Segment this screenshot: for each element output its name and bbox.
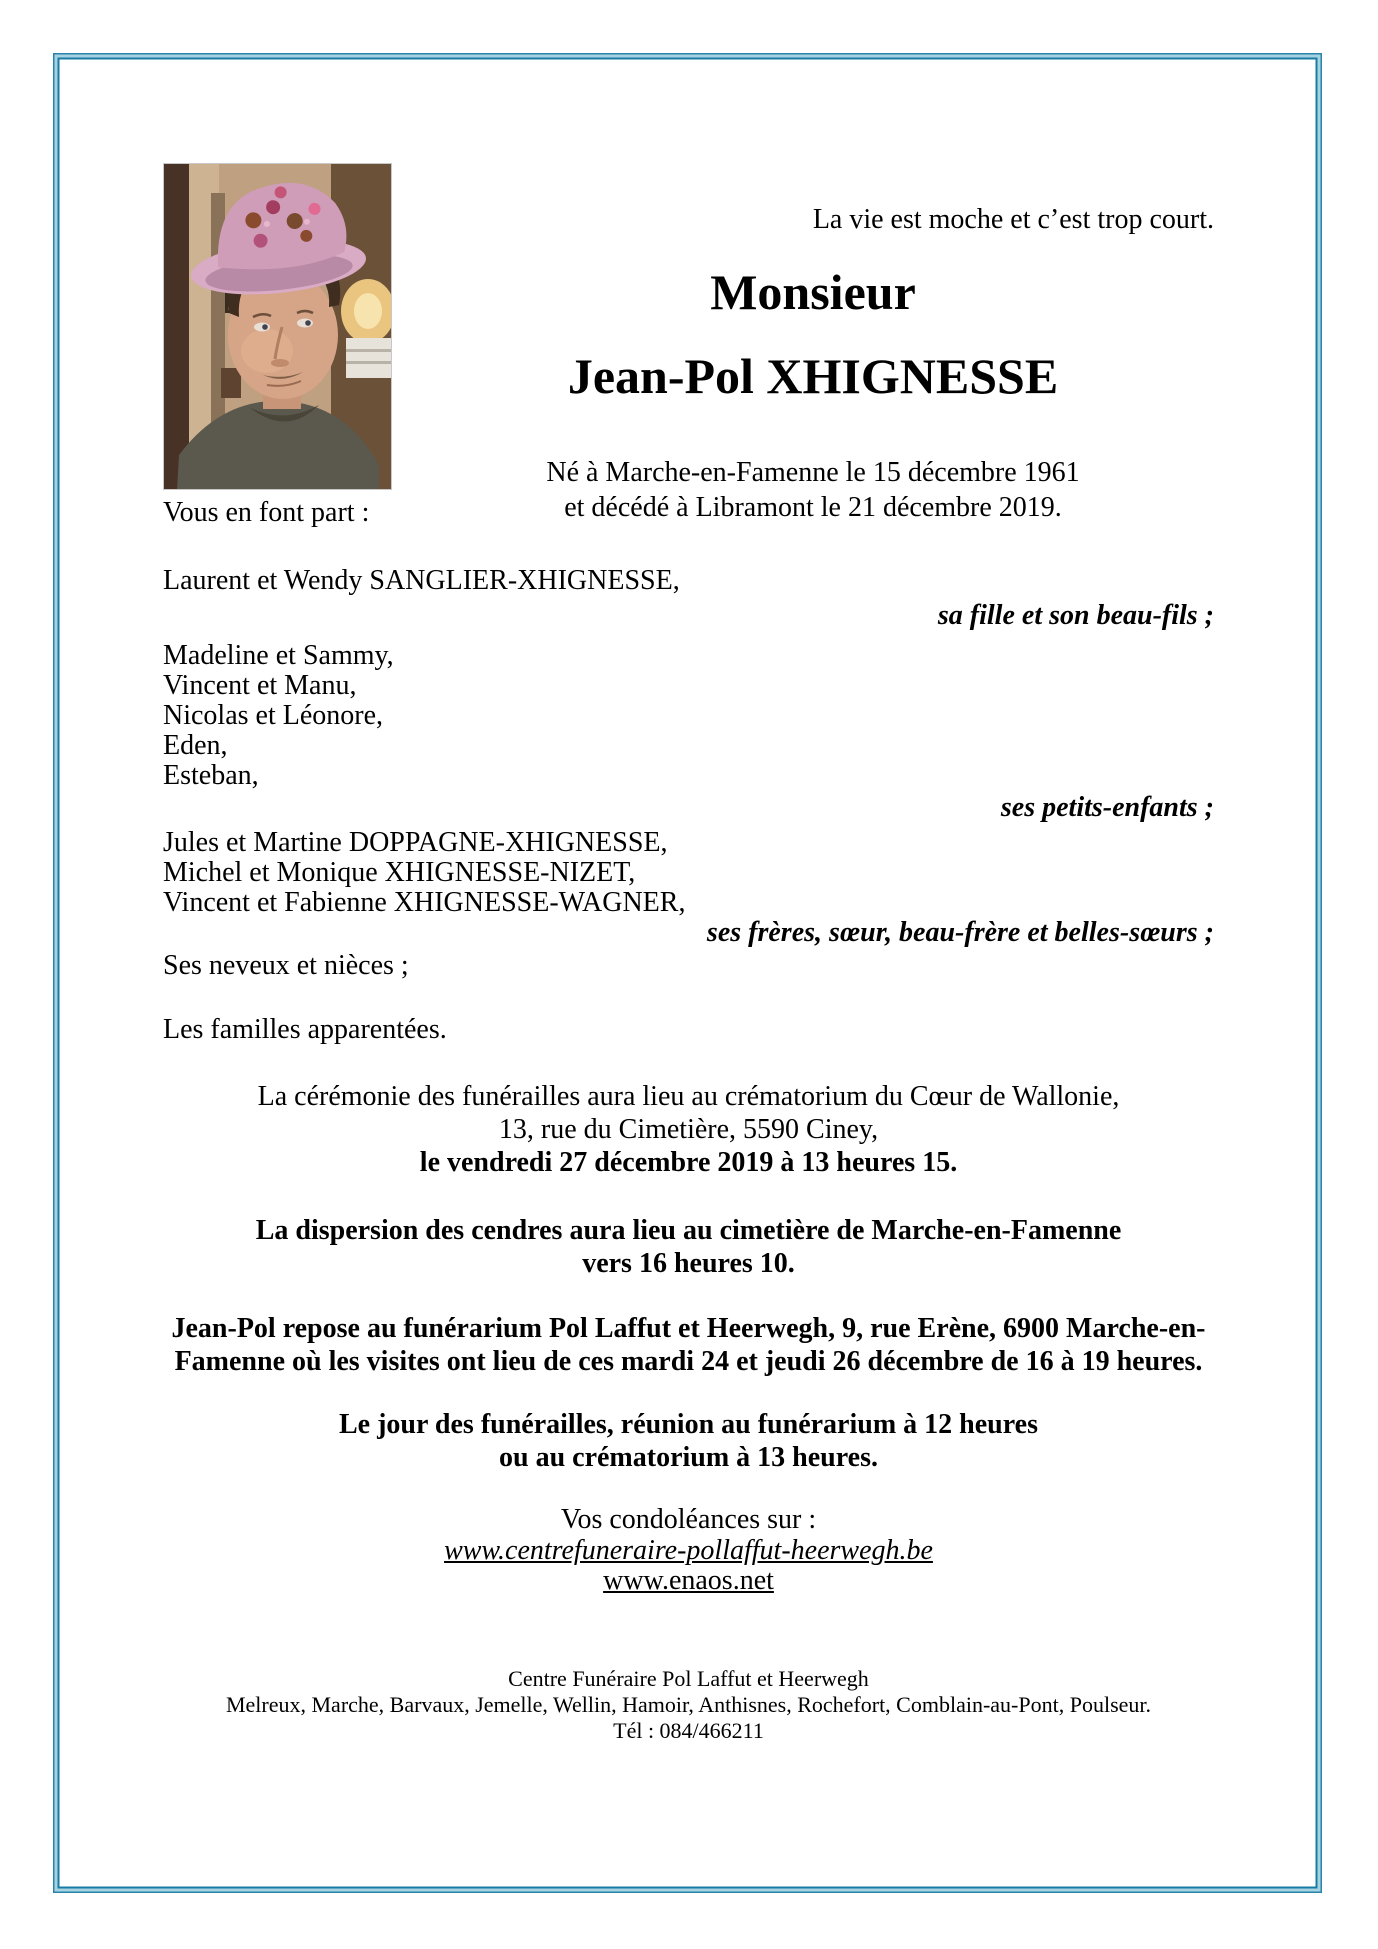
- epitaph-quote: La vie est moche et c’est trop court.: [812, 204, 1214, 235]
- portrait-photo: [163, 163, 392, 490]
- repose-line: Famenne où les visites ont lieu de ces mardi 24 et jeudi 26 décembre de 16 à 19 heures.: [174, 1346, 1203, 1377]
- family-line: Vincent et Manu,: [163, 670, 357, 701]
- repose-line: Jean-Pol repose au funérarium Pol Laffut et Heerwegh, 9, rue Erène, 6900 Marche-en-: [171, 1313, 1206, 1344]
- reunion-block: [163, 1408, 1214, 1474]
- family-line: Ses neveux et nièces ;: [163, 950, 409, 981]
- funeral-home-phone: Tél : 084/466211: [613, 1718, 764, 1743]
- family-line: Esteban,: [163, 760, 259, 791]
- funeral-home-footer: [163, 1666, 1214, 1744]
- reunion-line: Le jour des funérailles, réunion au funérarium à 12 heures: [339, 1409, 1038, 1440]
- ceremony-datetime: le vendredi 27 décembre 2019 à 13 heures 15.: [419, 1147, 958, 1178]
- ceremony-line: La cérémonie des funérailles aura lieu au crématorium du Cœur de Wallonie,: [257, 1081, 1120, 1112]
- funeral-home-name: Centre Funéraire Pol Laffut et Heerwegh: [508, 1666, 869, 1691]
- ceremony-line: 13, rue du Cimetière, 5590 Ciney,: [498, 1114, 879, 1145]
- enaos-website-link[interactable]: www.enaos.net: [603, 1565, 774, 1596]
- birth-line: Né à Marche-en-Famenne le 15 décembre 1961: [546, 457, 1080, 488]
- dispersion-line: La dispersion des cendres aura lieu au cimetière de Marche-en-Famenne: [255, 1215, 1122, 1246]
- ceremony-block: [163, 1080, 1214, 1179]
- dispersion-time: vers 16 heures 10.: [582, 1248, 795, 1279]
- family-line: Jules et Martine DOPPAGNE-XHIGNESSE,: [163, 827, 668, 858]
- body-text: [163, 498, 1214, 1744]
- announcement-intro: Vous en font part :: [163, 497, 370, 528]
- family-line: Eden,: [163, 730, 228, 761]
- family-line: Nicolas et Léonore,: [163, 700, 384, 731]
- relation-line: ses frères, sœur, beau-frère et belles-sœurs ;: [706, 917, 1214, 948]
- family-line: Madeline et Sammy,: [163, 640, 394, 671]
- reunion-line: ou au crématorium à 13 heures.: [499, 1442, 878, 1473]
- death-line: et décédé à Libramont le 21 décembre 2019.: [564, 492, 1062, 523]
- condolences-intro: Vos condoléances sur :: [560, 1504, 817, 1535]
- condolences-website-link[interactable]: www.centrefuneraire-pollaffut-heerwegh.be: [444, 1535, 933, 1566]
- funeral-home-locations: Melreux, Marche, Barvaux, Jemelle, Wellin, Hamoir, Anthisnes, Rochefort, Comblain-au-Pont, Poulseur.: [225, 1692, 1152, 1717]
- dispersion-block: [163, 1214, 1214, 1280]
- relation-line: sa fille et son beau-fils ;: [937, 600, 1214, 631]
- family-line: Michel et Monique XHIGNESSE-NIZET,: [163, 857, 636, 888]
- condolences-block: [163, 1503, 1214, 1596]
- family-line: Laurent et Wendy SANGLIER-XHIGNESSE,: [163, 565, 680, 596]
- title-monsieur: Monsieur: [710, 264, 916, 320]
- family-line: Les familles apparentées.: [163, 1014, 447, 1045]
- deceased-name: Jean-Pol XHIGNESSE: [567, 348, 1059, 404]
- family-line: Vincent et Fabienne XHIGNESSE-WAGNER,: [163, 887, 686, 918]
- relation-line: ses petits-enfants ;: [1000, 792, 1214, 823]
- repose-block: [163, 1312, 1214, 1378]
